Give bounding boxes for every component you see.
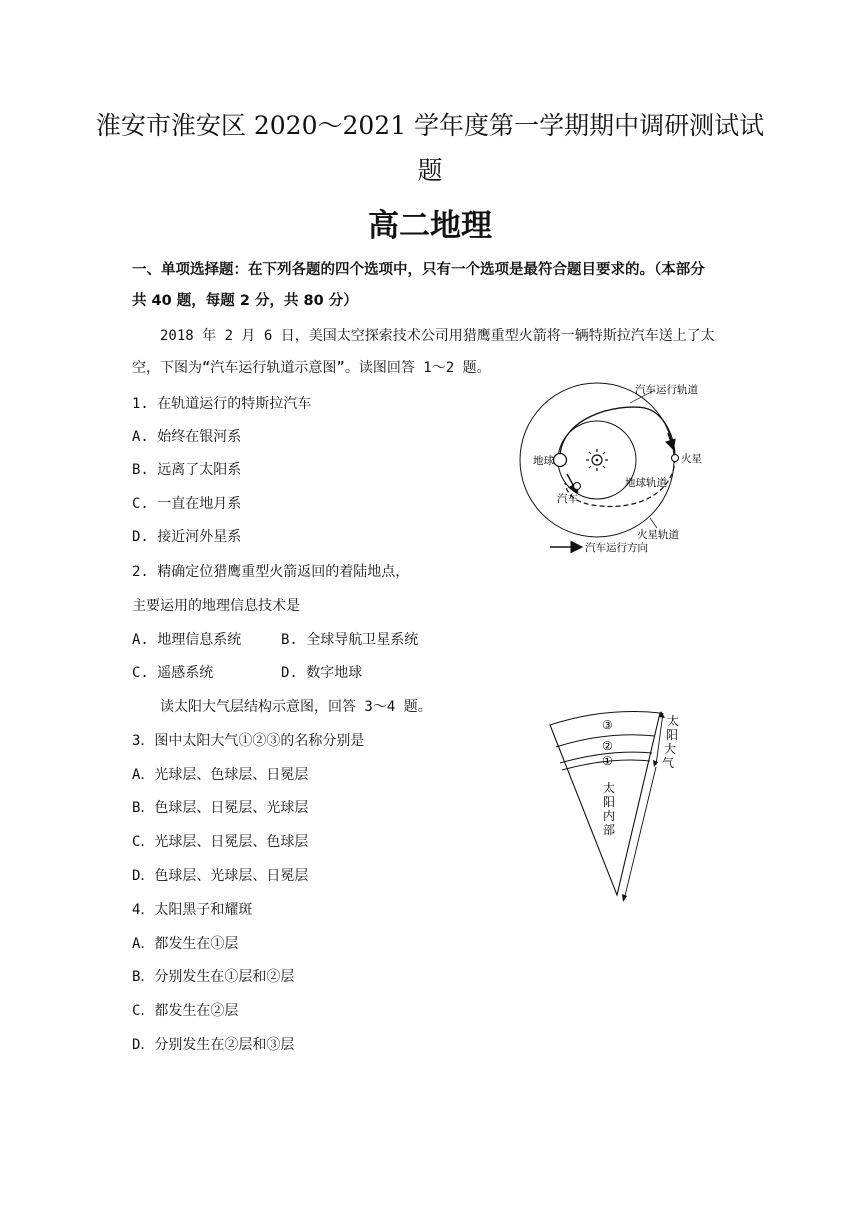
layer-label-1: ①: [602, 754, 613, 768]
section-heading-line2: 共 40 题，每题 2 分，共 80 分）: [132, 293, 358, 309]
question-4-option-a: A．都发生在①层: [132, 936, 239, 952]
exam-title-line1: 淮安市淮安区 2020～2021 学年度第一学期期中调研测试试: [95, 111, 765, 140]
layer-label-3: ③: [602, 718, 613, 732]
question-4-option-d: D．分别发生在②层和③层: [132, 1037, 295, 1053]
question-1-stem: 1. 在轨道运行的特斯拉汽车: [132, 396, 312, 412]
question-3-stem: 3．图中太阳大气①②③的名称分别是: [132, 733, 365, 749]
car-label: 汽车: [557, 493, 578, 505]
section-heading-line1: 一、单项选择题：在下列各题的四个选项中，只有一个选项是最符合题目要求的。（本部分: [132, 262, 705, 278]
question-3-option-d: D．色球层、光球层、日冕层: [132, 868, 309, 884]
interior-label-3: 内: [603, 809, 616, 823]
sun-layers-diagram: [545, 705, 695, 905]
question-2-option-d: D. 数字地球: [281, 665, 363, 681]
legend-label: 汽车运行方向: [585, 542, 648, 554]
question-1-option-c: C. 一直在地月系: [132, 496, 242, 512]
question-3-option-b: B．色球层、日冕层、光球层: [132, 800, 309, 816]
atmosphere-label-2: 阳: [666, 728, 679, 742]
passage2: 读太阳大气层结构示意图，回答 3～4 题。: [160, 699, 432, 715]
question-2-option-a: A. 地理信息系统: [132, 632, 242, 648]
interior-label-4: 部: [603, 823, 616, 837]
earth-label: 地球: [533, 455, 554, 467]
exam-title-line2: 题: [417, 156, 443, 185]
mars-marker: [672, 455, 679, 462]
question-3-option-a: A．光球层、色球层、日冕层: [132, 767, 309, 783]
subject-title: 高二地理: [368, 208, 492, 244]
question-2-stem-line1: 2. 精确定位猎鹰重型火箭返回的着陆地点，: [132, 564, 410, 580]
car-marker: [574, 483, 581, 490]
question-3-option-c: C．光球层、日冕层、色球层: [132, 834, 309, 850]
earth-marker: [554, 454, 567, 467]
passage1-line2: 空，下图为“汽车运行轨道示意图”。读图回答 1～2 题。: [132, 360, 491, 376]
atmosphere-label-3: 大: [664, 742, 677, 756]
interior-label-2: 阳: [603, 795, 616, 809]
mars-label: 火星: [681, 453, 702, 465]
question-4-option-c: C．都发生在②层: [132, 1003, 239, 1019]
atmosphere-label-1: 太: [667, 714, 680, 728]
car-orbit-label: 汽车运行轨道: [635, 384, 698, 396]
sun-icon: [586, 449, 608, 471]
question-4-stem: 4．太阳黑子和耀斑: [132, 902, 253, 918]
earth-orbit-label: 地球轨道: [625, 477, 667, 489]
atmosphere-label-4: 气: [662, 756, 675, 770]
layer-label-2: ②: [602, 739, 613, 753]
question-1-option-a: A. 始终在银河系: [132, 429, 242, 445]
mars-orbit-label: 火星轨道: [637, 529, 679, 541]
question-4-option-b: B．分别发生在①层和②层: [132, 969, 295, 985]
question-2-stem-line2: 主要运用的地理信息技术是: [132, 598, 300, 614]
question-1-option-d: D. 接近河外星系: [132, 529, 242, 545]
passage1-line1: 2018 年 2 月 6 日，美国太空探索技术公司用猎鹰重型火箭将一辆特斯拉汽车送上了太: [160, 328, 715, 344]
car-orbit-diagram: [505, 378, 735, 563]
question-2-option-b: B. 全球导航卫星系统: [281, 632, 419, 648]
car-orbit-solid: [560, 407, 675, 458]
question-2-option-c: C. 遥感系统: [132, 665, 214, 681]
question-1-option-b: B. 远离了太阳系: [132, 462, 242, 478]
interior-arrow: [624, 767, 656, 900]
interior-label-1: 太: [603, 781, 616, 795]
